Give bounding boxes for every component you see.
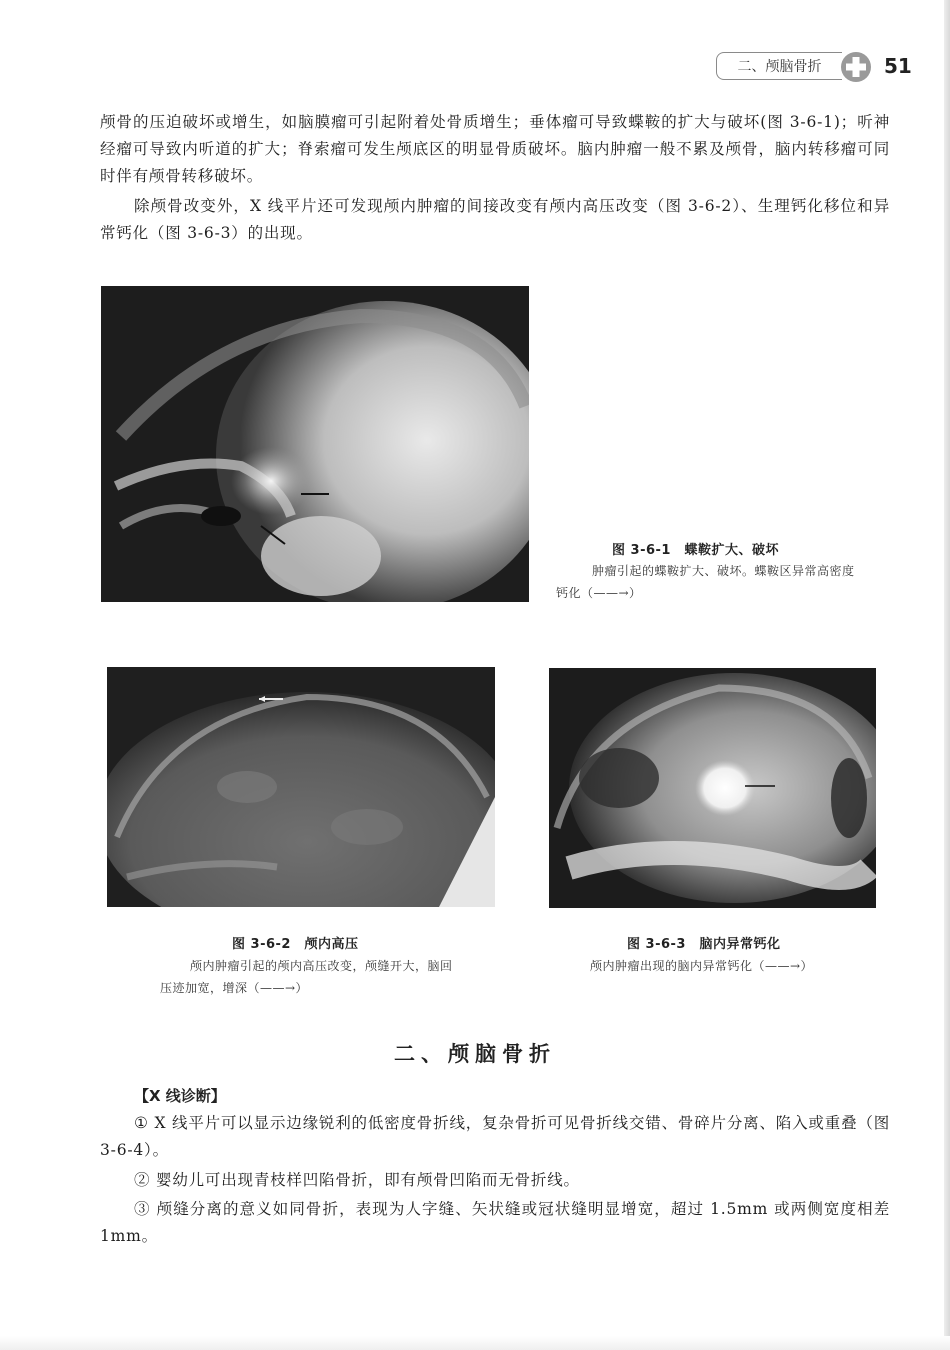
section-title: 二、颅脑骨折 [394,1041,556,1066]
running-header-section: 二、颅脑骨折 [716,52,842,80]
diagnosis-item-3: ③ 颅缝分离的意义如同骨折，表现为人字缝、矢状缝或冠状缝明显增宽，超过 1.5mm 或两侧宽度相差 1mm。 [100,1200,890,1245]
intro-paragraph-1: 颅骨的压迫破坏或增生，如脑膜瘤可引起附着处骨质增生；垂体瘤可导致蝶鞍的扩大与破坏(图 3-6-1)；听神经瘤可导致内听道的扩大；脊索瘤可发生颅底区的明显骨质破坏。脑内肿瘤一般不累及颅骨，脑内转移瘤可同时伴有颅骨转移破坏。 [100,113,890,185]
diagnosis-item-1: ① X 线平片可以显示边缘锐利的低密度骨折线，复杂骨折可见骨折线交错、骨碎片分离、陷入或重叠（图 3-6-4）。 [100,1114,890,1159]
figure-3-6-1-description: 肿瘤引起的蝶鞍扩大、破坏。蝶鞍区异常高密度钙化（——→） [556,564,855,600]
x-ray-diagnosis-heading: 【X 线诊断】 [134,1087,226,1105]
figure-3-6-2-description: 颅内肿瘤引起的颅内高压改变，颅缝开大，脑回压迹加宽，增深（——→） [160,959,453,995]
page-edge [944,0,950,1350]
figure-3-6-1-title: 图 3-6-1 蝶鞍扩大、破坏 [612,543,779,558]
figure-3-6-3-description: 颅内肿瘤出现的脑内异常钙化（——→） [590,959,814,973]
diagnosis-item-2: ② 婴幼儿可出现青枝样凹陷骨折，即有颅骨凹陷而无骨折线。 [134,1171,580,1189]
page-bottom-edge [0,1336,950,1350]
page-number: 51 [884,54,912,78]
figure-3-6-2-title: 图 3-6-2 颅内高压 [232,937,359,952]
figure-3-6-3-title: 图 3-6-3 脑内异常钙化 [627,937,781,952]
figure-3-6-3-xray [549,668,876,908]
figure-3-6-1-xray [101,286,529,602]
figure-3-6-2-xray [107,667,495,907]
intro-paragraph-2: 除颅骨改变外，X 线平片还可发现颅内肿瘤的间接改变有颅内高压改变（图 3-6-2）、生理钙化移位和异常钙化（图 3-6-3）的出现。 [100,197,890,242]
plus-icon [840,51,872,83]
